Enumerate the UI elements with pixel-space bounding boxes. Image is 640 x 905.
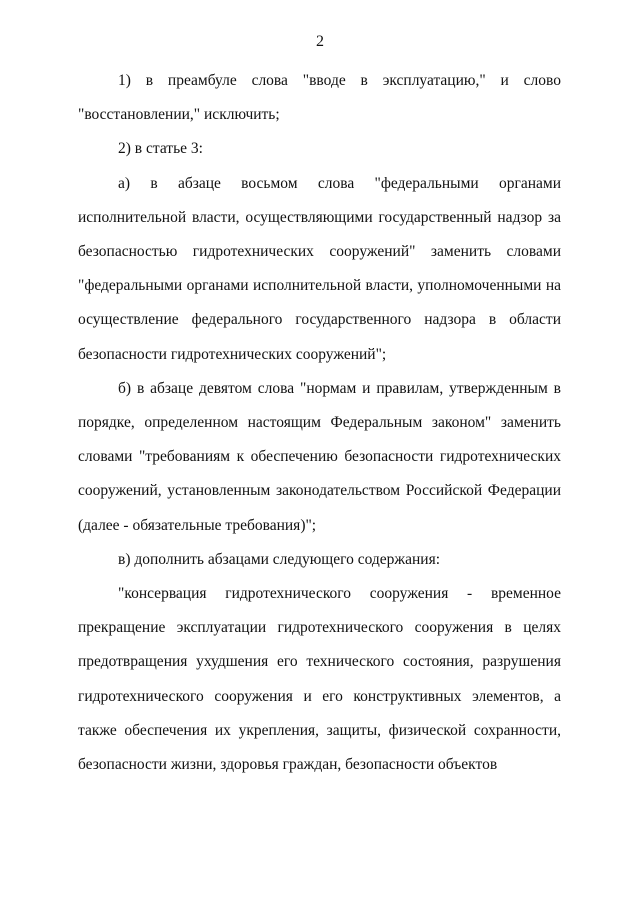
paragraph-definition-conservation: "консервация гидротехнического сооружения - временное прекращение эксплуатации гидротехнического сооружения в целях предотвращения ухудшения его технического состояния, разрушения гидротехнического сооружения и его конструктивных элементов, а также обеспечения их укрепления, защиты, физической сохранности, безопасности жизни, здоровья граждан, безопасности объектов [78, 585, 561, 774]
paragraph-2b: б) в абзаце девятом слова "нормам и правилам, утвержденным в порядке, определенном настоящим Федеральным законом" заменить словами "требованиям к обеспечению безопасности гидротехнических сооружений, установленным законодательством Российской Федерации (далее - обязательные требования)"; [78, 379, 561, 534]
paragraph-2a: а) в абзаце восьмом слова "федеральными органами исполнительной власти, осуществляющими государственный надзор за безопасностью гидротехнических сооружений" заменить словами "федеральными органами исполнительной власти, уполномоченными на осуществление федерального государственного надзора в области безопасности гидротехнических сооружений"; [78, 174, 561, 363]
paragraph-2v: в) дополнить абзацами следующего содержания: [118, 550, 441, 568]
paragraph-1-preamble: 1) в преамбуле слова "вводе в эксплуатацию," и слово "восстановлении," исключить; [78, 72, 561, 124]
page-number: 2 [316, 33, 324, 50]
paragraph-2-article-3: 2) в статье 3: [118, 140, 203, 158]
document-body [78, 64, 561, 782]
